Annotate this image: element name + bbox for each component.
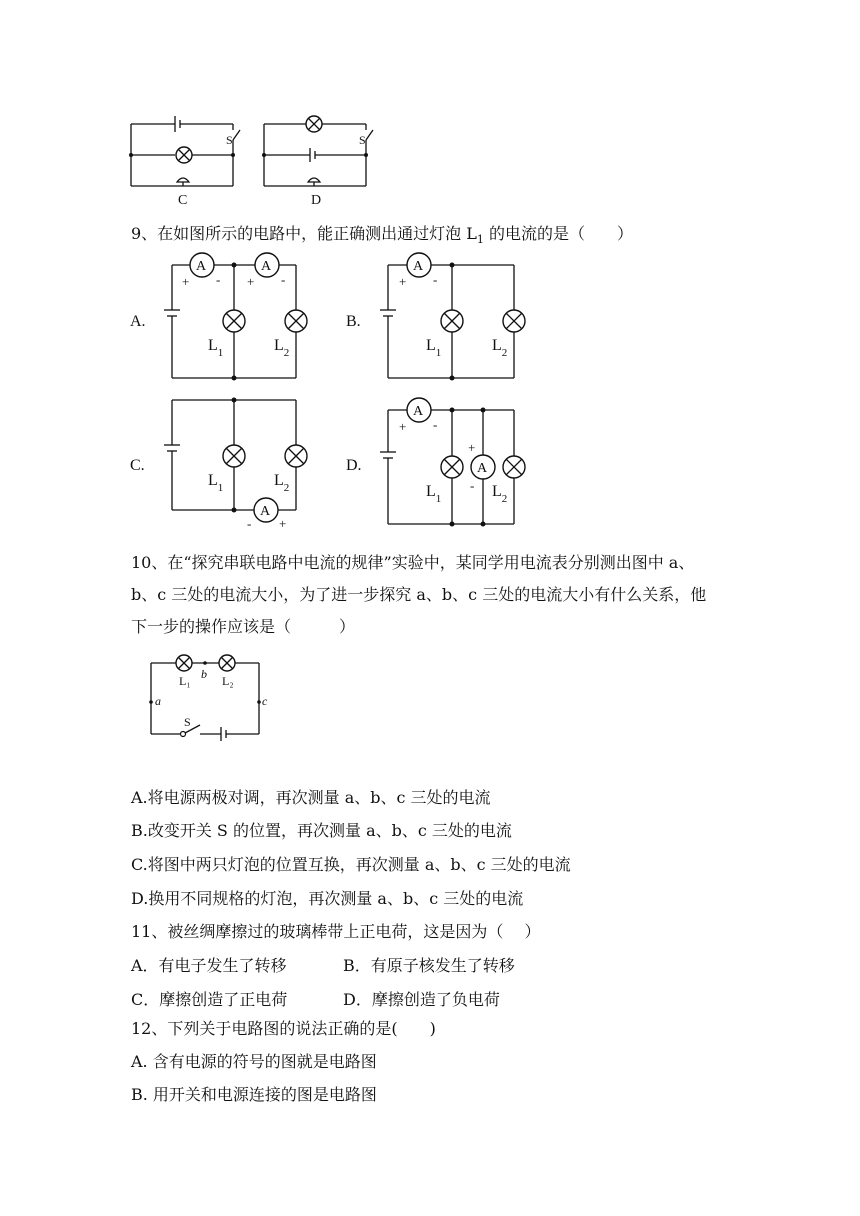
q10-L1: L₁ xyxy=(179,674,191,688)
q9c-L1: $L_1$ xyxy=(208,472,224,494)
q10-L2: L₂ xyxy=(222,674,234,688)
q10-line1: 10、在“探究串联电路中电流的规律”实验中，某同学用电流表分别测出图中 a、 xyxy=(131,553,695,572)
q9a-L1: $L_1$ xyxy=(208,337,224,359)
q9c-plus: + xyxy=(279,516,287,531)
q9d-plus: + xyxy=(399,419,407,434)
q11-option-a: A．有电子发生了转移 xyxy=(131,956,287,975)
q9-option-c-circuit xyxy=(130,390,330,530)
q10-point-a: a xyxy=(155,694,161,708)
figure-d-label: D xyxy=(311,193,322,208)
figure-c-label: C xyxy=(178,193,188,208)
q9d-L2: $L_2$ xyxy=(492,483,508,505)
q10-switch-S: S xyxy=(184,715,191,729)
q9d-minus: - xyxy=(433,417,438,432)
q9b-L1: $L_1$ xyxy=(426,337,442,359)
q10-point-b: b xyxy=(201,667,207,681)
q9b-L2: $L_2$ xyxy=(492,337,508,359)
switch-label-d: S xyxy=(359,133,366,147)
q9a-minus1: - xyxy=(216,272,221,287)
q12-text: 12、下列关于电路图的说法正确的是( ) xyxy=(131,1019,436,1038)
q9-text xyxy=(131,224,633,250)
q9-text-sub: 1 xyxy=(476,233,484,247)
q9-option-b-circuit xyxy=(346,248,546,388)
figure-c-circuit xyxy=(125,108,255,208)
q10-series-circuit xyxy=(146,652,276,742)
q9a-ammeter1-a: A xyxy=(196,259,207,274)
q10-option-d: D.换用不同规格的灯泡，再次测量 a、b、c 三处的电流 xyxy=(131,889,524,908)
q9-opt-d-label: D. xyxy=(346,457,362,474)
switch-label-c: S xyxy=(226,133,233,147)
q9a-plus2: + xyxy=(247,274,255,289)
q9d-L1: $L_1$ xyxy=(426,483,442,505)
q9c-L2: $L_2$ xyxy=(274,472,290,494)
q9-text-pre: 9、在如图所示的电路中，能正确测出通过灯泡 L xyxy=(131,224,477,243)
q9d-plus2: + xyxy=(468,440,476,455)
q9-option-d-circuit xyxy=(346,390,546,530)
q12-option-a: A. 含有电源的符号的图就是电路图 xyxy=(131,1052,377,1071)
q9a-minus2: - xyxy=(281,272,286,287)
q11-text: 11、被丝绸摩擦过的玻璃棒带上正电荷，这是因为（ ） xyxy=(131,922,541,941)
q10-option-b: B.改变开关 S 的位置，再次测量 a、b、c 三处的电流 xyxy=(131,821,512,840)
q9d-ammeter2-a: A xyxy=(477,461,488,476)
q9b-minus: - xyxy=(433,272,438,287)
q9-opt-c-label: C. xyxy=(130,457,145,474)
q9d-ammeter-a: A xyxy=(413,404,424,419)
q9a-plus1: + xyxy=(182,274,190,289)
q10-line2: b、c 三处的电流大小，为了进一步探究 a、b、c 三处的电流大小有什么关系，他 xyxy=(131,585,707,604)
q11-option-b: B．有原子核发生了转移 xyxy=(343,956,515,975)
figure-d-circuit xyxy=(258,108,388,208)
q10-line3: 下一步的操作应该是（ ） xyxy=(131,617,356,636)
q9b-plus: + xyxy=(399,274,407,289)
q9-opt-a-label: A. xyxy=(130,313,146,330)
q11-option-d: D．摩擦创造了负电荷 xyxy=(343,990,500,1009)
q9d-minus2: - xyxy=(470,478,475,493)
q9c-minus: - xyxy=(247,516,252,531)
q9a-ammeter2-a: A xyxy=(261,259,272,274)
q9b-ammeter-a: A xyxy=(413,259,424,274)
q10-option-a: A.将电源两极对调，再次测量 a、b、c 三处的电流 xyxy=(131,788,491,807)
q11-option-c: C．摩擦创造了正电荷 xyxy=(131,990,288,1009)
q9-opt-b-label: B. xyxy=(346,313,361,330)
q9-option-a-circuit xyxy=(130,248,330,388)
q9a-L2: $L_2$ xyxy=(274,337,290,359)
q12-option-b: B. 用开关和电源连接的图是电路图 xyxy=(131,1085,377,1104)
q9-text-post: 的电流的是（ ） xyxy=(483,224,633,243)
q10-point-c: c xyxy=(262,694,268,708)
q9c-ammeter-a: A xyxy=(260,504,271,519)
q10-option-c: C.将图中两只灯泡的位置互换，再次测量 a、b、c 三处的电流 xyxy=(131,855,571,874)
